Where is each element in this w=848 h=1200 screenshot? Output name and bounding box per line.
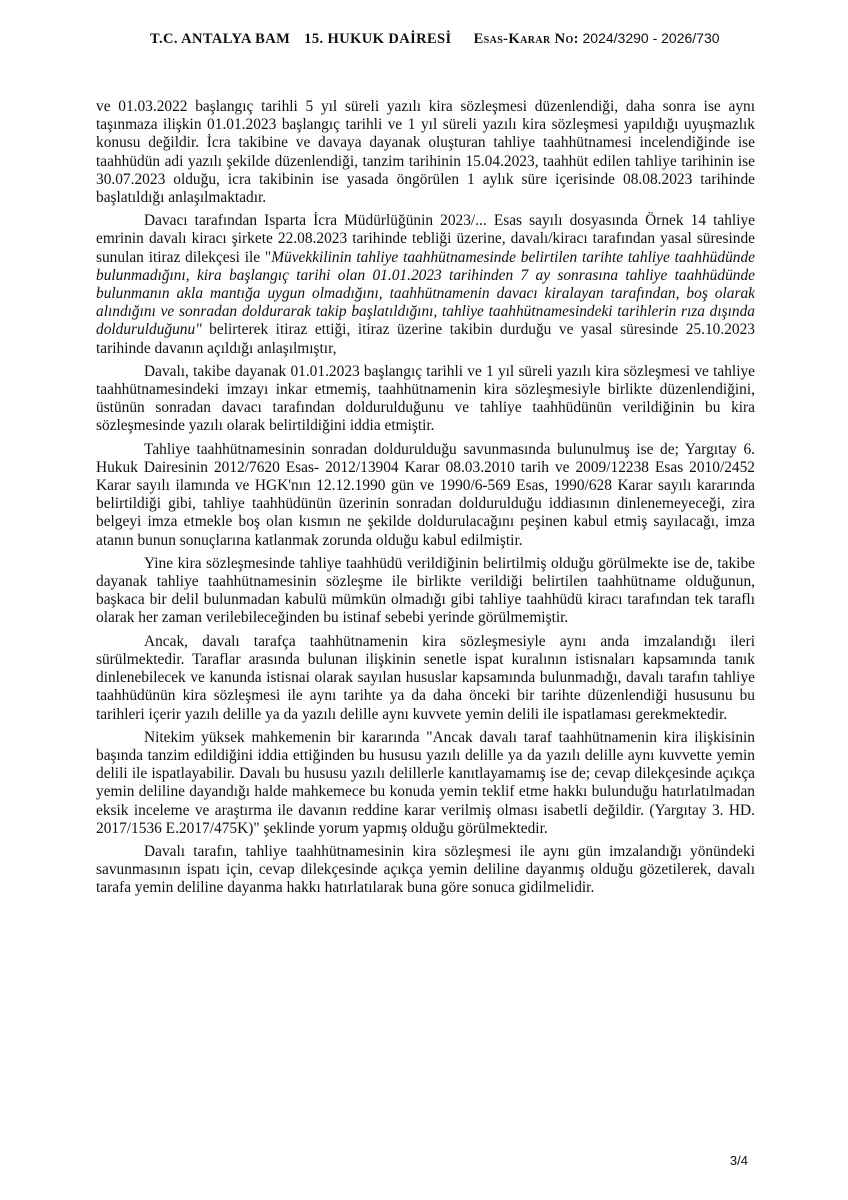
paragraph-8: Davalı tarafın, tahliye taahhütnamesinin kira sözleşmesi ile aynı gün imzalandığı yönündeki savunmasının ispatı için, cevap dilekçesinde açıkça yemin deliline dayanmış olduğu gözetilerek, davalı tarafa yemin deliline dayanma hakkı hatırlatılarak buna göre sonuca gidilmelidir.	[96, 842, 755, 897]
document-body	[96, 98, 755, 903]
paragraph-3: Davalı, takibe dayanak 01.01.2023 başlangıç tarihli ve 1 yıl süreli yazılı kira sözleşmesi ve tahliye taahhütnamesindeki imzayı inkar etmemiş, taahhütnamenin kira sözleşmesiyle birlikte düzenlendiğini, üstünün sonradan davacı tarafından doldurulduğunu ve tahliye taahhüdünün verildiğinin bu kira sözleşmesinde yazılı olarak belirtildiğini iddia etmiştir.	[96, 362, 755, 435]
paragraph-5: Yine kira sözleşmesinde tahliye taahhüdü verildiğinin belirtilmiş olduğu görülmekte ise de, takibe dayanak tahliye taahhütnamesinin sözleşme ile birlikte verildiği belirtilen taahhütname olduğunun, başkaca bir delil bulunmadan kabulü mümkün olmadığı gibi tahliye taahhüdü kiracı tarafından tek taraflı olarak her zaman verilebileceğinden bu istinaf sebebi yerinde görülmemiştir.	[96, 554, 755, 627]
paragraph-2	[96, 212, 755, 358]
chamber-name: 15. HUKUK DAİRESİ	[304, 31, 452, 47]
page-number: 3/4	[729, 1153, 748, 1168]
paragraph-2-outro: belirterek itiraz ettiği, itiraz üzerine takibin durduğu ve yasal süresinde 25.10.2023 tarihinde davanın açıldığı anlaşılmıştır,	[96, 321, 755, 357]
court-name: T.C. ANTALYA BAM	[150, 31, 291, 47]
esas-karar-label: Esas-Karar No:	[473, 31, 579, 47]
paragraph-4: Tahliye taahhütnamesinin sonradan doldurulduğu savunmasında bulunulmuş ise de; Yargıtay 6. Hukuk Dairesinin 2012/7620 Esas- 2012/13904 Karar 08.03.2010 tarih ve 2009/12238 Esas 2010/2452 Karar sayılı ilamında ve HGK'nın 12.12.1990 gün ve 1990/6-569 Esas, 1990/628 Karar sayılı kararında belirtildiği gibi, tahliye taahhüdünün üzerinin sonradan doldurulduğu iddiasının dinlenemeyeceği, zira belgeyi imza etmekle boş olan kısmın ne şekilde doldurulacağını peşinen kabul etmiş sayılacağı, imza atanın bunun sonuçlarına katlanmak zorunda olduğu kabul edilmiştir.	[96, 440, 755, 549]
paragraph-2-quote: Müvekkilinin tahliye taahhütnamesinde belirtilen tarihte tahliye taahhüdünde bulunmadığını, kira başlangıç tarihi olan 01.01.2023 tarihinden 7 ay sonrasına tahliye taahhüdünde bulunmanın akla mantığa uygun olmadığını, taahhütnamenin davacı kiralayan tarafından, boş olarak alındığını ve sonradan doldurarak takip başlatıldığını, tahliye taahhütnamesindeki tarihlerin rıza dışında doldurulduğunu"	[96, 248, 755, 339]
paragraph-2-intro: Davacı tarafından Isparta İcra Müdürlüğünin 2023/... Esas sayılı dosyasında Örnek 14 tahliye emrinin davalı kiracı şirkete 22.08.2023 tarihinde tebliği üzerine, davalı/kiracı tarafından yasal süresinde sunulan itiraz dilekçesi ile "	[96, 212, 755, 266]
paragraph-7: Nitekim yüksek mahkemenin bir kararında "Ancak davalı taraf taahhütnamenin kira ilişkisinin başında tanzim edildiğini iddia ettiğinden bu hususu yazılı delille ya da yazılı delille aynı kuvvette yemin delili ile ispatlayabilir. Davalı bu hususu yazılı delillerle kanıtlayamamış ise de; cevap dilekçesinde açıkça yemin deliline dayandığı halde mahkemece bu konuda yemin teklif etme hakkı bulunduğu hatırlatılmadan eksik inceleme ve araştırma ile davanın reddine karar verilmiş olması isabetli değildir. (Yargıtay 3. HD. 2017/1536 E.2017/475K)" şeklinde yorum yapmış olduğu görülmektedir.	[96, 728, 755, 837]
page-header	[150, 30, 750, 48]
paragraph-6: Ancak, davalı tarafça taahhütnamenin kira sözleşmesiyle aynı anda imzalandığı ileri sürülmektedir. Taraflar arasında bulunan ilişkinin senetle ispat kuralının istisnaları kapsamında tanık dinlenebilecek ve kanunda istisnai olarak sayılan hususlar kapsamında bulunmadığı, davalı tarafın tahliye taahhüdünün kira sözleşmesi ile aynı tarihte ya da daha önceki bir tarihte düzenlendiği hususunu bu tarihleri içerir yazılı delille ya da yazılı delille aynı kuvvete yemin delili ile ispatlaması gerekmektedir.	[96, 632, 755, 723]
paragraph-1: ve 01.03.2022 başlangıç tarihli 5 yıl süreli yazılı kira sözleşmesi düzenlendiği, daha sonra ise aynı taşınmaza ilişkin 01.01.2023 başlangıç tarihli ve 1 yıl süreli yazılı kira sözleşmesi yapıldığı uyuşmazlık konusu değildir. İcra takibine ve davaya dayanak oluşturan tahliye taahhütnamesi incelendiğinde ise taahhüdün adi yazılı şekilde düzenlendiği, tanzim tarihinin 15.04.2023, taahhüt edilen tahliye tarihinin ise 30.07.2023 olduğu, icra takibinin ise yasada öngörülen 1 aylık süre içerisinde 08.08.2023 tarihinde başlatıldığı anlaşılmaktadır.	[96, 98, 755, 207]
esas-karar-number: 2024/3290 - 2026/730	[582, 30, 720, 46]
